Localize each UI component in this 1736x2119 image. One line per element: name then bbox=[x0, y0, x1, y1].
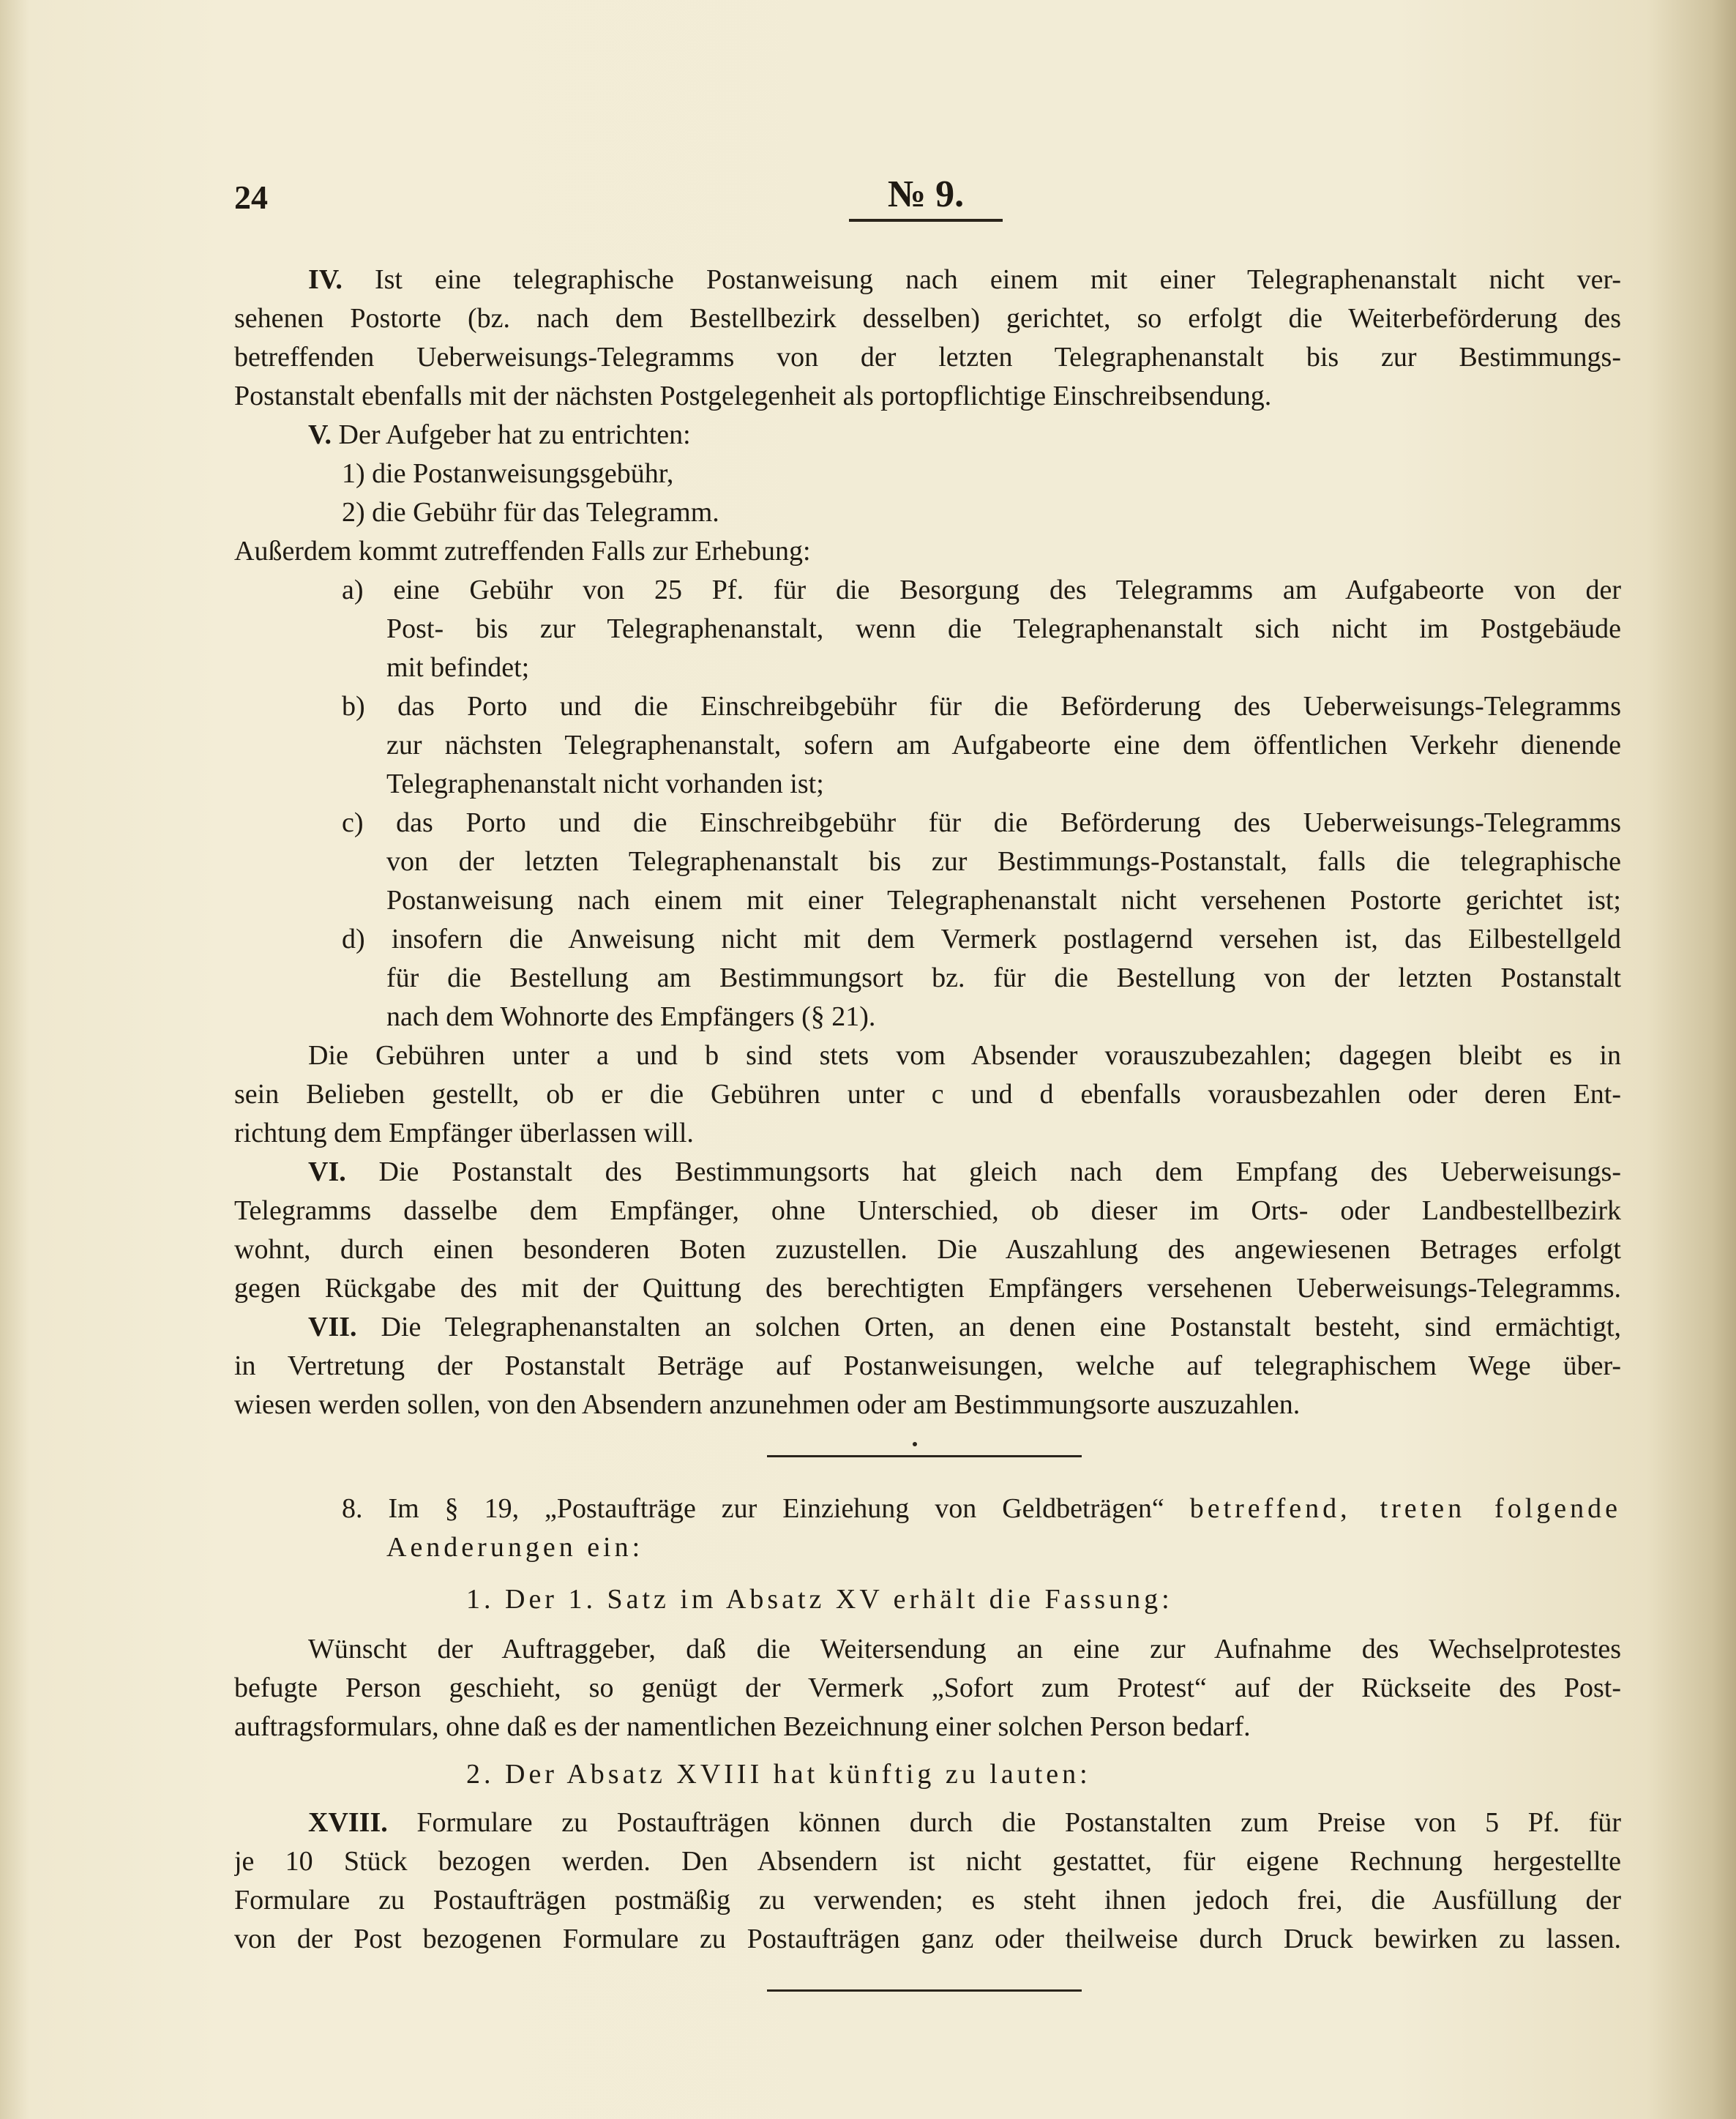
subsection-2-heading: 2. Der Absatz XVIII hat künftig zu lauten: bbox=[466, 1759, 1091, 1790]
text-line: sehenen Postorte (bz. nach dem Bestellbezirk desselben) gerichtet, so erfolgt die Weiterbeförderung des bbox=[234, 303, 1621, 334]
line-text: Ist eine telegraphische Postanweisung nach einem mit einer Telegraphenanstalt nicht ver- bbox=[342, 264, 1621, 295]
text-line: wohnt, durch einen besonderen Boten zuzustellen. Die Auszahlung des angewiesenen Betrages erfolgt bbox=[234, 1234, 1621, 1265]
text-line: von der Post bezogenen Formulare zu Postaufträgen ganz oder theilweise durch Druck bewirken zu lassen. bbox=[234, 1924, 1621, 1954]
list-item-b: b) das Porto und die Einschreibgebühr für die Beförderung des Ueberweisungs-Telegramms bbox=[342, 691, 1621, 722]
text-line: Post- bis zur Telegraphenanstalt, wenn die Telegraphenanstalt sich nicht im Postgebäude bbox=[386, 613, 1621, 644]
text-line: zur nächsten Telegraphenanstalt, sofern am Aufgabeorte eine dem öffentlichen Verkehr dienende bbox=[386, 730, 1621, 760]
end-divider bbox=[767, 1989, 1082, 1992]
text-line: gegen Rückgabe des mit der Quittung des berechtigten Empfängers versehenen Ueberweisungs-Telegramms. bbox=[234, 1273, 1621, 1304]
list-item-d: d) insofern die Anweisung nicht mit dem Vermerk postlagernd versehen ist, das Eilbestellgeld bbox=[342, 924, 1621, 954]
text-line: sein Belieben gestellt, ob er die Gebühren unter c und d ebenfalls vorausbezahlen oder deren Ent- bbox=[234, 1079, 1621, 1110]
text-line: Formulare zu Postaufträgen postmäßig zu verwenden; es steht ihnen jedoch frei, die Ausfüllung der bbox=[234, 1885, 1621, 1916]
text-line: in Vertretung der Postanstalt Beträge auf Postanweisungen, welche auf telegraphischem Wege über- bbox=[234, 1350, 1621, 1381]
line-text: Der Aufgeber hat zu entrichten: bbox=[332, 419, 691, 450]
line-text: Die Postanstalt des Bestimmungsorts hat gleich nach dem Empfang des Ueberweisungs- bbox=[345, 1156, 1621, 1187]
page-number: 24 bbox=[234, 179, 268, 216]
text-line: von der letzten Telegraphenanstalt bis zur Bestimmungs-Postanstalt, falls die telegraphische bbox=[386, 846, 1621, 877]
list-item-c: c) das Porto und die Einschreibgebühr für die Beförderung des Ueberweisungs-Telegramms bbox=[342, 807, 1621, 838]
text-line: Wünscht der Auftraggeber, daß die Weitersendung an eine zur Aufnahme des Wechselprotestes bbox=[308, 1634, 1621, 1664]
paragraph-label: IV. bbox=[308, 264, 343, 295]
text-line: Die Gebühren unter a und b sind stets vom Absender vorauszubezahlen; dagegen bleibt es in bbox=[308, 1040, 1621, 1071]
section-8-heading-cont: Aenderungen ein: bbox=[386, 1532, 644, 1563]
paragraph-vii-line bbox=[234, 1308, 1621, 1347]
list-item: 2) die Gebühr für das Telegramm. bbox=[342, 497, 719, 528]
issue-number: № 9. bbox=[887, 173, 965, 215]
line-text: 8. Im § 19, „Postaufträge zur Einziehung von Geldbeträgen“ bbox=[342, 1493, 1190, 1524]
text-line: auftragsformulars, ohne daß es der namentlichen Bezeichnung einer solchen Person bedarf. bbox=[234, 1711, 1251, 1742]
line-text: Die Telegraphenanstalten an solchen Orten, an denen eine Postanstalt besteht, sind ermächtigt, bbox=[356, 1312, 1621, 1342]
list-item-a: a) eine Gebühr von 25 Pf. für die Besorgung des Telegramms am Aufgabeorte von der bbox=[342, 575, 1621, 605]
header-rule bbox=[849, 219, 1003, 222]
paragraph-xviii-line bbox=[234, 1804, 1621, 1842]
text-line: Telegraphenanstalt nicht vorhanden ist; bbox=[386, 769, 824, 799]
text-line: mit befindet; bbox=[386, 652, 530, 683]
text-line: Außerdem kommt zutreffenden Falls zur Erhebung: bbox=[234, 536, 811, 567]
paragraph-label: VI. bbox=[308, 1156, 346, 1187]
text-line: Postanstalt ebenfalls mit der nächsten Postgelegenheit als portopflichtige Einschreibsendung. bbox=[234, 381, 1272, 411]
text-line: nach dem Wohnorte des Empfängers (§ 21). bbox=[386, 1001, 876, 1032]
list-item: 1) die Postanweisungsgebühr, bbox=[342, 458, 674, 489]
paragraph-label: VII. bbox=[308, 1312, 357, 1342]
section-divider bbox=[767, 1455, 1082, 1457]
text-line: betreffenden Ueberweisungs-Telegramms von der letzten Telegraphenanstalt bis zur Bestimmungs- bbox=[234, 342, 1621, 373]
text-line: wiesen werden sollen, von den Absendern anzunehmen oder am Bestimmungsorte auszuzahlen. bbox=[234, 1389, 1301, 1420]
paragraph-iv-line bbox=[234, 261, 1621, 299]
text-line: befugte Person geschieht, so genügt der Vermerk „Sofort zum Protest“ auf der Rückseite des Post- bbox=[234, 1673, 1621, 1703]
line-text: Formulare zu Postaufträgen können durch die Postanstalten zum Preise von 5 Pf. für bbox=[387, 1807, 1621, 1838]
text-line: Telegramms dasselbe dem Empfänger, ohne Unterschied, ob dieser im Orts- oder Landbestellbezirk bbox=[234, 1195, 1621, 1226]
text-line: für die Bestellung am Bestimmungsort bz. für die Bestellung von der letzten Postanstalt bbox=[386, 963, 1621, 993]
text-line: richtung dem Empfänger überlassen will. bbox=[234, 1118, 694, 1148]
paragraph-label: V. bbox=[308, 419, 332, 450]
subsection-1-heading: 1. Der 1. Satz im Absatz XV erhält die Fassung: bbox=[466, 1584, 1173, 1615]
spaced-text: betreffend, treten folgende bbox=[1189, 1493, 1621, 1524]
section-8-heading bbox=[234, 1490, 1621, 1528]
divider-dot bbox=[913, 1442, 917, 1446]
paragraph-v-line bbox=[234, 416, 1621, 455]
paragraph-vi-line bbox=[234, 1153, 1621, 1192]
document-body bbox=[234, 261, 1621, 1959]
paragraph-label: XVIII. bbox=[308, 1807, 388, 1838]
text-line: Postanweisung nach einem mit einer Telegraphenanstalt nicht versehenen Postorte gerichtet ist; bbox=[386, 885, 1621, 916]
text-line: je 10 Stück bezogen werden. Den Absendern ist nicht gestattet, für eigene Rechnung hergestellte bbox=[234, 1846, 1621, 1877]
